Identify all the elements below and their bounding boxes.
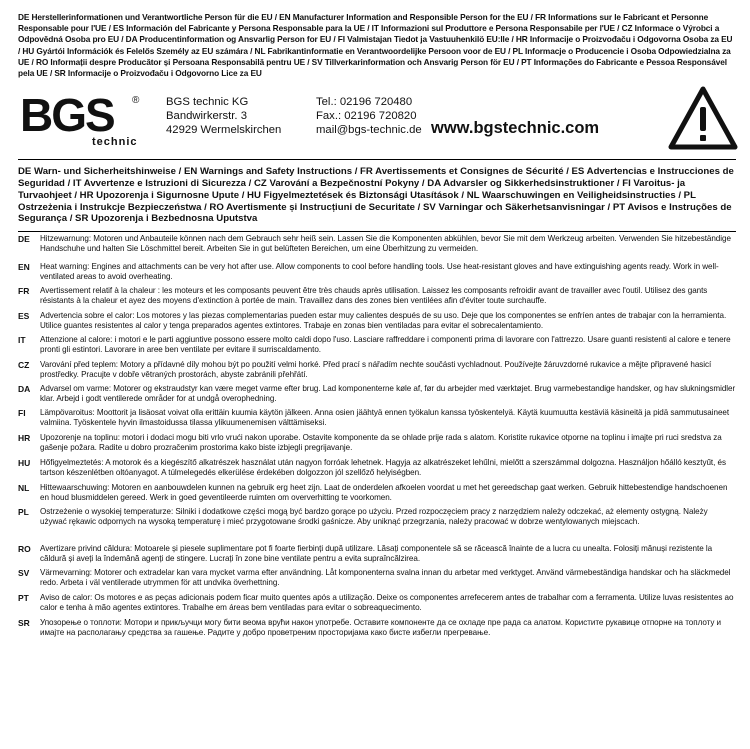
language-code: EN <box>18 262 30 272</box>
language-code: ES <box>18 311 30 321</box>
warning-text: Ostrzeżenie o wysokiej temperaturze: Silniki i dodatkowe części mogą być bardzo gorące po użyciu. Przed rozpoczęciem pracy z narzędziem należy odczekać, aż elementy ostygną. Należy używać rękawic odpornych na wysoką temperaturę i mieć przygotowane środki gaśnicze. Aby uniknąć przegrzania, należy pracować w dobrze wentylowanych miejscach. <box>40 507 708 527</box>
divider-line <box>18 159 736 160</box>
company-website: www.bgstechnic.com <box>431 119 600 138</box>
company-address <box>166 95 281 137</box>
language-code: HU <box>18 458 31 468</box>
language-code: SR <box>18 618 30 628</box>
language-code: FI <box>18 408 26 418</box>
bgs-technic-logo <box>18 91 148 149</box>
company-block <box>18 83 736 159</box>
warning-text: Advertencia sobre el calor: Los motores y las piezas complementarias pueden estar muy calientes después de su uso. Deje que los componentes se enfríen antes de trabajar con la herramienta. Utilice guantes resistentes al calor y tenga preparados agentes extintores. Trabaje en zonas bien ventiladas para evitar el sobrecalentamiento. <box>40 311 727 331</box>
language-code: PL <box>18 507 29 517</box>
logo-sub-text: technic <box>92 136 138 149</box>
company-name: BGS technic KG <box>166 96 249 109</box>
language-code: PT <box>18 593 29 603</box>
warning-text: Advarsel om varme: Motorer og ekstraudstyr kan være meget varme efter brug. Lad komponenterne køle af, før du arbejder med værktøjet. Brug varmebestandige handsker, og hav slukningsmidler klar. Arbejd i godt ventilerede områder for at undgå overophedning. <box>40 384 736 404</box>
warning-text: Lämpövaroitus: Moottorit ja lisäosat voivat olla erittäin kuumia käytön jälkeen. Anna osien jäähtyä ennen työkalun kanssa työskentelyä. Käytä kuumuutta kestäviä käsineitä ja pidä sammutusaineet valmiina. Työskentele hyvin ilmastoidussa tilassa ylikuumenemisen välttämiseksi. <box>40 408 730 428</box>
warning-text: Aviso de calor: Os motores e as peças adicionais podem ficar muito quentes após a utilização. Deixe os componentes arrefecerem antes de trabalhar com a ferramenta. Utilize luvas resistentes ao calor e tenha à mão agentes extintores. Trabalhe em áreas bem ventiladas para evitar o sobreaquecimento. <box>40 593 734 613</box>
warning-text: Упозорење о топлоти: Мотори и прикључци могу бити веома врући након употребе. Оставите компоненте да се охладе пре рада са алатом. Користите рукавице отпорне на топлоту и имајте на располагању средства за гашење. Радите у добро проветреним просторијама како бисте избегли прегревање. <box>40 618 722 638</box>
company-city: 42929 Wermelskirchen <box>166 124 282 137</box>
language-code: CZ <box>18 360 30 370</box>
warning-text: Hittewaarschuwing: Motoren en aanbouwdelen kunnen na gebruik erg heet zijn. Laat de onderdelen afkoelen voordat u met het gereedschap gaat werken. Gebruik hittebestendige handschoenen en houd blusmiddelen gereed. Werk in goed geventileerde ruimten om oververhitting te voorkomen. <box>40 483 728 503</box>
company-street: Bandwirkerstr. 3 <box>166 110 247 123</box>
language-code: DE <box>18 234 30 244</box>
company-fax: Fax.: 02196 720820 <box>316 110 417 123</box>
company-contact <box>316 95 422 137</box>
language-code: NL <box>18 483 30 493</box>
document-page <box>18 12 736 232</box>
language-code: FR <box>18 286 30 296</box>
logo-main-text: BGS <box>20 91 114 142</box>
warning-text: Hitzewarnung: Motoren und Anbauteile können nach dem Gebrauch sehr heiß sein. Lassen Sie die Komponenten abkühlen, bevor Sie mit dem Werkzeug arbeiten. Verwenden Sie hitzebeständige Handschuhe und halten Sie Löschmittel bereit. Arbeiten Sie in gut belüfteten Bereichen, um eine Überhitzung zu vermeiden. <box>40 234 731 254</box>
warning-text: Attenzione al calore: i motori e le parti aggiuntive possono essere molto caldi dopo l'uso. Lasciare raffreddare i componenti prima di lavorare con l'attrezzo. Usare guanti resistenti al calore e tenere pronti gli estintori. Lavorare in aree ben ventilate per evitare il surriscaldamento. <box>40 335 731 355</box>
language-code: DA <box>18 384 31 394</box>
warning-text: Heat warning: Engines and attachments can be very hot after use. Allow components to cool before handling tools. Use heat-resistant gloves and have extinguishing agents ready. Work in well-ventilated areas to avoid overheating. <box>40 262 719 282</box>
divider-line <box>18 231 736 232</box>
logo-registered-mark: ® <box>132 95 140 107</box>
language-code: HR <box>18 433 31 443</box>
warning-text: Avertissement relatif à la chaleur : les moteurs et les composants peuvent être très chauds après utilisation. Laissez les composants refroidir avant de travailler avec l'outil. Utilisez des gants résistants à la chaleur et ayez des moyens d'extinction à portée de main. Travaillez dans des zones bien ventilées afin d'éviter toute surchauffe. <box>40 286 708 306</box>
warning-text: Varování před teplem: Motory a přídavné díly mohou být po použití velmi horké. Před prací s nářadím nechte součásti vychladnout. Používejte žáruvzdorné rukavice a mějte připravené hasicí prostředky. Pracujte v dobře větraných prostorách, abyste zabránili přehřátí. <box>40 360 712 380</box>
warning-text: Värmevarning: Motorer och extradelar kan vara mycket varma efter användning. Låt komponenterna svalna innan du arbetar med verktyget. Använd värmebeständiga handskar och ha släckmedel redo. Arbeta i väl ventilerade utrymmen för att undvika överhettning. <box>40 568 731 588</box>
warning-text: Upozorenje na toplinu: motori i dodaci mogu biti vrlo vrući nakon uporabe. Ostavite komponente da se ohlade prije rada s alatom. Koristite rukavice otporne na toplinu i imajte pri ruci sredstva za gašenje požara. Radite u dobro prozračenim prostorima kako biste izbjegli pregrijavanje. <box>40 433 722 453</box>
language-code: SV <box>18 568 30 578</box>
warning-triangle-icon <box>668 85 738 151</box>
warning-text: Avertizare privind căldura: Motoarele și piesele suplimentare pot fi foarte fierbinți după utilizare. Lăsați componentele să se răcească înainte de a lucra cu unealta. Folosiți mănuși rezistente la căldură și aveți la îndemână agenți de stingere. Lucrați în zone bine ventilate pentru a evita supraîncălzirea. <box>40 544 713 564</box>
language-code: RO <box>18 544 31 554</box>
company-email: mail@bgs-technic.de <box>316 124 422 137</box>
manufacturer-info-header: DE Herstellerinformationen und Verantwortliche Person für die EU / EN Manufacturer Information and Responsible Person for the EU / FR Informations sur le Fabricant et Personne Responsable pour l'UE / ES Información del Fabricante y Persona Responsable para la UE / IT Informazioni sul Produttore e Persona Responsabile per l'UE / CZ Informace o Výrobci a Odpovědná Osoba pro EU / DA Producentinformation og Ansvarlig Person for EU / FI Valmistajan Tiedot ja Vastuuhenkilö EU:lle / HR Informacije o Proizvođaču i Odgovorna Osoba za EU / HU Gyártói Információk és Felelős Személy az EU számára / NL Fabrikantinformatie en Verantwoordelijke Persoon voor de EU / PL Informacje o Producencie i Osoba Odpowiedzialna za UE / RO Informații despre Producător și Persoana Responsabilă pentru UE / SV Tillverkarinformation och Ansvarig Person för EU / PT Informações do Fabricante e Pessoa Responsável pela UE / SR Informacije o Proizvođaču i Odgovorno Lice za EU <box>18 12 733 79</box>
language-code: IT <box>18 335 26 345</box>
company-phone: Tel.: 02196 720480 <box>316 96 413 109</box>
warnings-header: DE Warn- und Sicherheitshinweise / EN Warnings and Safety Instructions / FR Avertissements et Consignes de Sécurité / ES Advertencias e Instrucciones de Seguridad / IT Avvertenze e Istruzioni di Sicurezza / CZ Varování a Bezpečnostní Pokyny / DA Advarsler og Sikkerhedsinstruktioner / FI Varoitus- ja Turvaohjeet / HR Upozorenja i Sigurnosne Upute / HU Figyelmeztetések és Biztonsági Utasítások / NL Waarschuwingen en Veiligheidsinstructies / PL Ostrzeżenia i Instrukcje Bezpieczeństwa / RO Avertismente și Instrucțiuni de Securitate / SV Varningar och Säkerhetsanvisningar / PT Avisos e Instruções de Segurança / SR Upozorenja i Bezbednosna Uputstva <box>18 166 734 225</box>
warning-text: Hőfigyelmeztetés: A motorok és a kiegészítő alkatrészek használat után nagyon forróak lehetnek. Hagyja az alkatrészeket lehűlni, mielőtt a szerszámmal dolgozna. Használjon hőálló kesztyűt, és tartson készenlétben oltóanyagot. A túlmelegedés elkerülése érdekében dolgozzon jól szellőző helyiségben. <box>40 458 726 478</box>
